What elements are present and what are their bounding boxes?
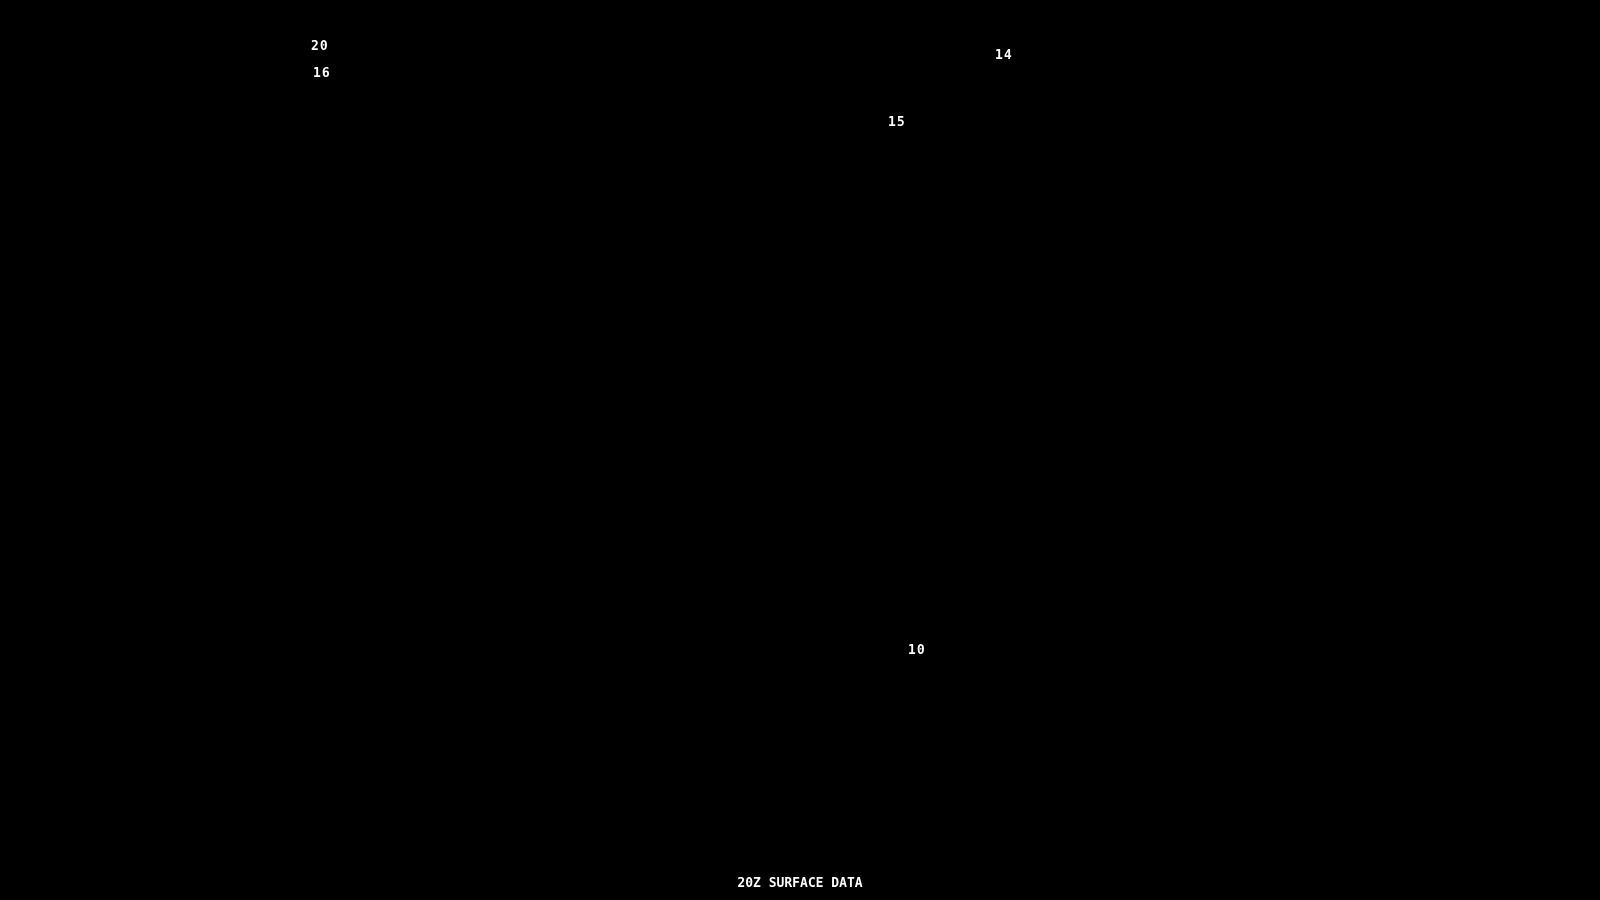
legend-title: 20Z SURFACE DATA [737,876,863,891]
station-value: 14 [995,48,1013,63]
station-value: 20 [311,39,329,54]
station-value: 15 [888,115,906,130]
station-value: 16 [313,66,331,81]
station-value: 10 [908,643,926,658]
